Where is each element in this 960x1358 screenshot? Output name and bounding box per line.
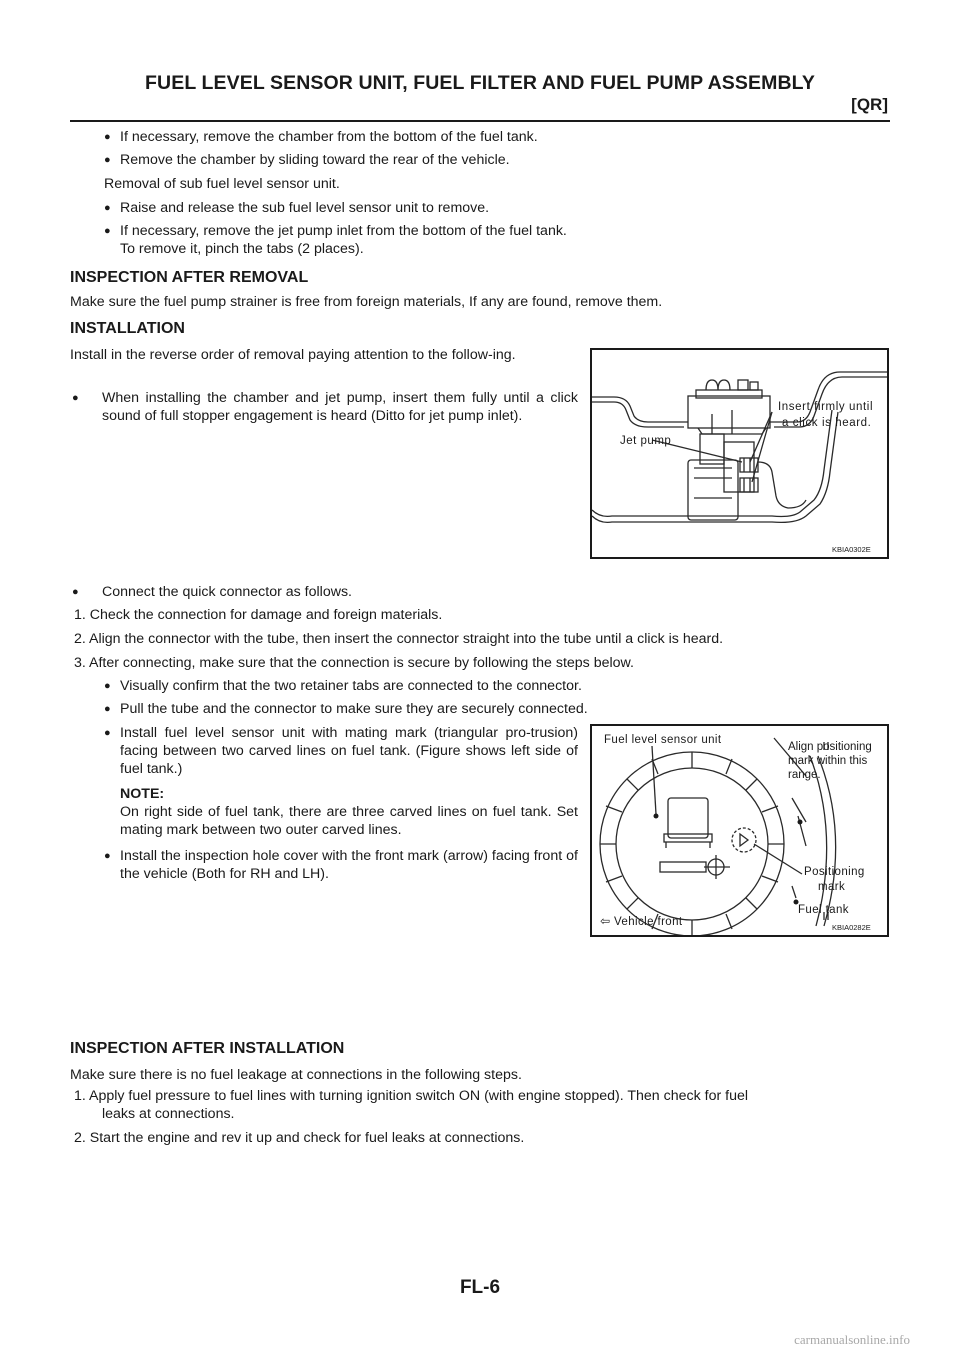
bullet-icon: ● bbox=[104, 154, 111, 166]
inspection-step-2: 2. Start the engine and rev it up and check for fuel leaks at connections. bbox=[74, 1130, 525, 1146]
figure-jet-pump bbox=[590, 348, 889, 559]
removal-bullet-1: If necessary, remove the chamber from the bottom of the fuel tank. bbox=[120, 129, 538, 145]
label-vehicle-front: Vehicle front bbox=[614, 916, 683, 928]
page-title: FUEL LEVEL SENSOR UNIT, FUEL FILTER AND FUEL PUMP ASSEMBLY bbox=[145, 72, 815, 94]
installation-bullet-1: When installing the chamber and jet pump, insert them fully until a click sound of full stopper engagement is heard (Ditto for jet pump inlet). bbox=[102, 390, 578, 424]
removal-bullet-3: Raise and release the sub fuel level sensor unit to remove. bbox=[120, 200, 490, 216]
label-align-3: range. bbox=[788, 769, 821, 781]
note-label: NOTE: bbox=[120, 786, 165, 802]
removal-bullet-4a: If necessary, remove the jet pump inlet from the bottom of the fuel tank. bbox=[120, 223, 567, 239]
note-text: On right side of fuel tank, there are three carved lines on fuel tank. Set mating mark between two outer carved lines. bbox=[120, 804, 578, 838]
bullet-icon: ● bbox=[104, 131, 111, 143]
figure-code: KBIA0302E bbox=[832, 545, 871, 554]
installation-step-3: 3. After connecting, make sure that the connection is secure by following the steps below. bbox=[74, 655, 634, 671]
installation-sub-2: Pull the tube and the connector to make sure they are securely connected. bbox=[120, 701, 588, 717]
inspection-after-removal-text: Make sure the fuel pump strainer is free from foreign materials, If any are found, remove them. bbox=[70, 294, 663, 310]
installation-step-1: 1. Check the connection for damage and foreign materials. bbox=[74, 607, 443, 623]
label-align-2: mark within this bbox=[788, 755, 868, 767]
page-number: FL-6 bbox=[459, 1277, 501, 1298]
inspection-step-1b: leaks at connections. bbox=[102, 1106, 235, 1122]
heading-inspection-after-removal: INSPECTION AFTER REMOVAL bbox=[70, 269, 309, 286]
arrow-left-icon: ⇦ bbox=[600, 914, 611, 928]
removal-bullet-2: Remove the chamber by sliding toward the rear of the vehicle. bbox=[120, 152, 510, 168]
removal-sub-heading: Removal of sub fuel level sensor unit. bbox=[104, 176, 340, 192]
label-fuel-tank: Fuel tank bbox=[798, 904, 849, 916]
installation-step-2: 2. Align the connector with the tube, then insert the connector straight into the tube until a click is heard. bbox=[74, 631, 724, 647]
inspection-after-installation-intro: Make sure there is no fuel leakage at connections in the following steps. bbox=[70, 1067, 522, 1083]
label-insert-2: a click is heard. bbox=[782, 417, 872, 429]
label-insert-1: Insert firmly until bbox=[778, 401, 874, 413]
bullet-icon: ● bbox=[72, 586, 79, 598]
installation-sub-4: Install the inspection hole cover with the front mark (arrow) facing front of the vehicle (Both for RH and LH). bbox=[120, 848, 578, 882]
installation-intro: Install in the reverse order of removal paying attention to the follow-ing. bbox=[70, 347, 516, 363]
section-tag: [QR] bbox=[851, 95, 888, 114]
bullet-icon: ● bbox=[104, 202, 111, 214]
header-rule bbox=[70, 120, 890, 122]
removal-bullet-4b: To remove it, pinch the tabs (2 places). bbox=[120, 241, 364, 257]
watermark: carmanualsonline.info bbox=[794, 1332, 910, 1347]
bullet-icon: ● bbox=[104, 850, 111, 862]
bullet-icon: ● bbox=[104, 680, 111, 692]
label-align-1: Align positioning bbox=[788, 741, 872, 753]
bullet-icon: ● bbox=[104, 225, 111, 237]
inspection-step-1a: 1. Apply fuel pressure to fuel lines with turning ignition switch ON (with engine stopped). Then check for fuel bbox=[74, 1088, 749, 1104]
figure-sensor-positioning bbox=[590, 724, 889, 937]
bullet-icon: ● bbox=[72, 392, 79, 404]
heading-inspection-after-installation: INSPECTION AFTER INSTALLATION bbox=[70, 1040, 345, 1057]
label-jet-pump: Jet pump bbox=[620, 435, 672, 447]
label-positioning-2: mark bbox=[818, 881, 846, 893]
figure-code: KBIA0282E bbox=[832, 923, 871, 932]
bullet-icon: ● bbox=[104, 703, 111, 715]
installation-bullet-2: Connect the quick connector as follows. bbox=[102, 584, 352, 600]
heading-installation: INSTALLATION bbox=[70, 320, 185, 337]
installation-sub-3: Install fuel level sensor unit with mating mark (triangular pro-trusion) facing between two carved lines on fuel tank. (Figure shows left side of fuel tank.) bbox=[120, 725, 578, 777]
label-positioning-1: Positioning bbox=[804, 866, 865, 878]
installation-sub-1: Visually confirm that the two retainer tabs are connected to the connector. bbox=[120, 678, 582, 694]
bullet-icon: ● bbox=[104, 727, 111, 739]
label-sensor-unit: Fuel level sensor unit bbox=[604, 734, 722, 746]
